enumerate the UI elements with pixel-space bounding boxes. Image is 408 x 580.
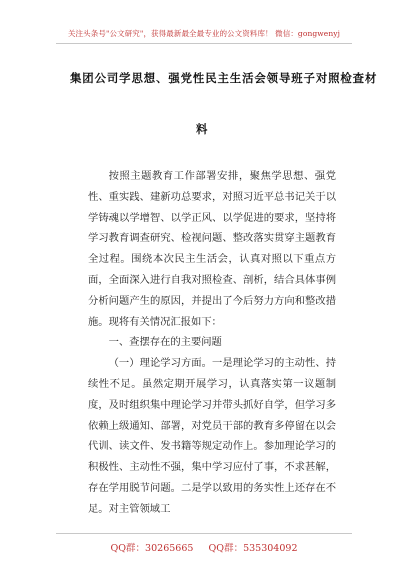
footer-divider: [56, 533, 352, 534]
footer-qq-groups: QQ群：30265665 QQ群：535304092: [110, 543, 298, 554]
section-heading: 一、查摆存在的主要问题: [108, 336, 222, 349]
header-divider: [56, 43, 352, 44]
header-banner: 关注头条号"公文研究"，获得最新最全最专业的公文资料库！ 微信：gongwenyj: [67, 29, 341, 38]
intro-paragraph: 按照主题教育工作部署安排，聚焦学思想、强党性、重实践、建新功总要求，对照习近平总书记关于以学铸魂以学增智、以学正风、以学促进的要求，坚持将学习教育调查研究、检视问题、整改落实贯穿主题教育全过程。围绕本次民主生活会，认真对照以下重点方面，全面深入进行自我对照检查、剖析，结合具体事例分析问题产生的原因，并提出了今后努力方向和整改措施。现将有关情况汇报如下：: [88, 170, 336, 328]
document-title-continuation: 料: [196, 122, 209, 136]
document-title: 集团公司学思想、强党性民主生活会领导班子对照检查材: [70, 71, 378, 85]
document-body: [88, 166, 336, 520]
section-paragraph: （一）理论学习方面。一是理论学习的主动性、持续性不足。虽然定期开展学习，认真落实第一议题制度，及时组织集中理论学习并带头抓好自学，但学习多依赖上级通知、部署，对党员干部的教育多停留在以会代训、读文件、发书籍等规定动作上。参加理论学习的积极性、主动性不强，集中学习应付了事，不求甚解，存在学用脱节问题。二是学以致用的务实性上还存在不足。对主管领域工: [88, 357, 336, 515]
